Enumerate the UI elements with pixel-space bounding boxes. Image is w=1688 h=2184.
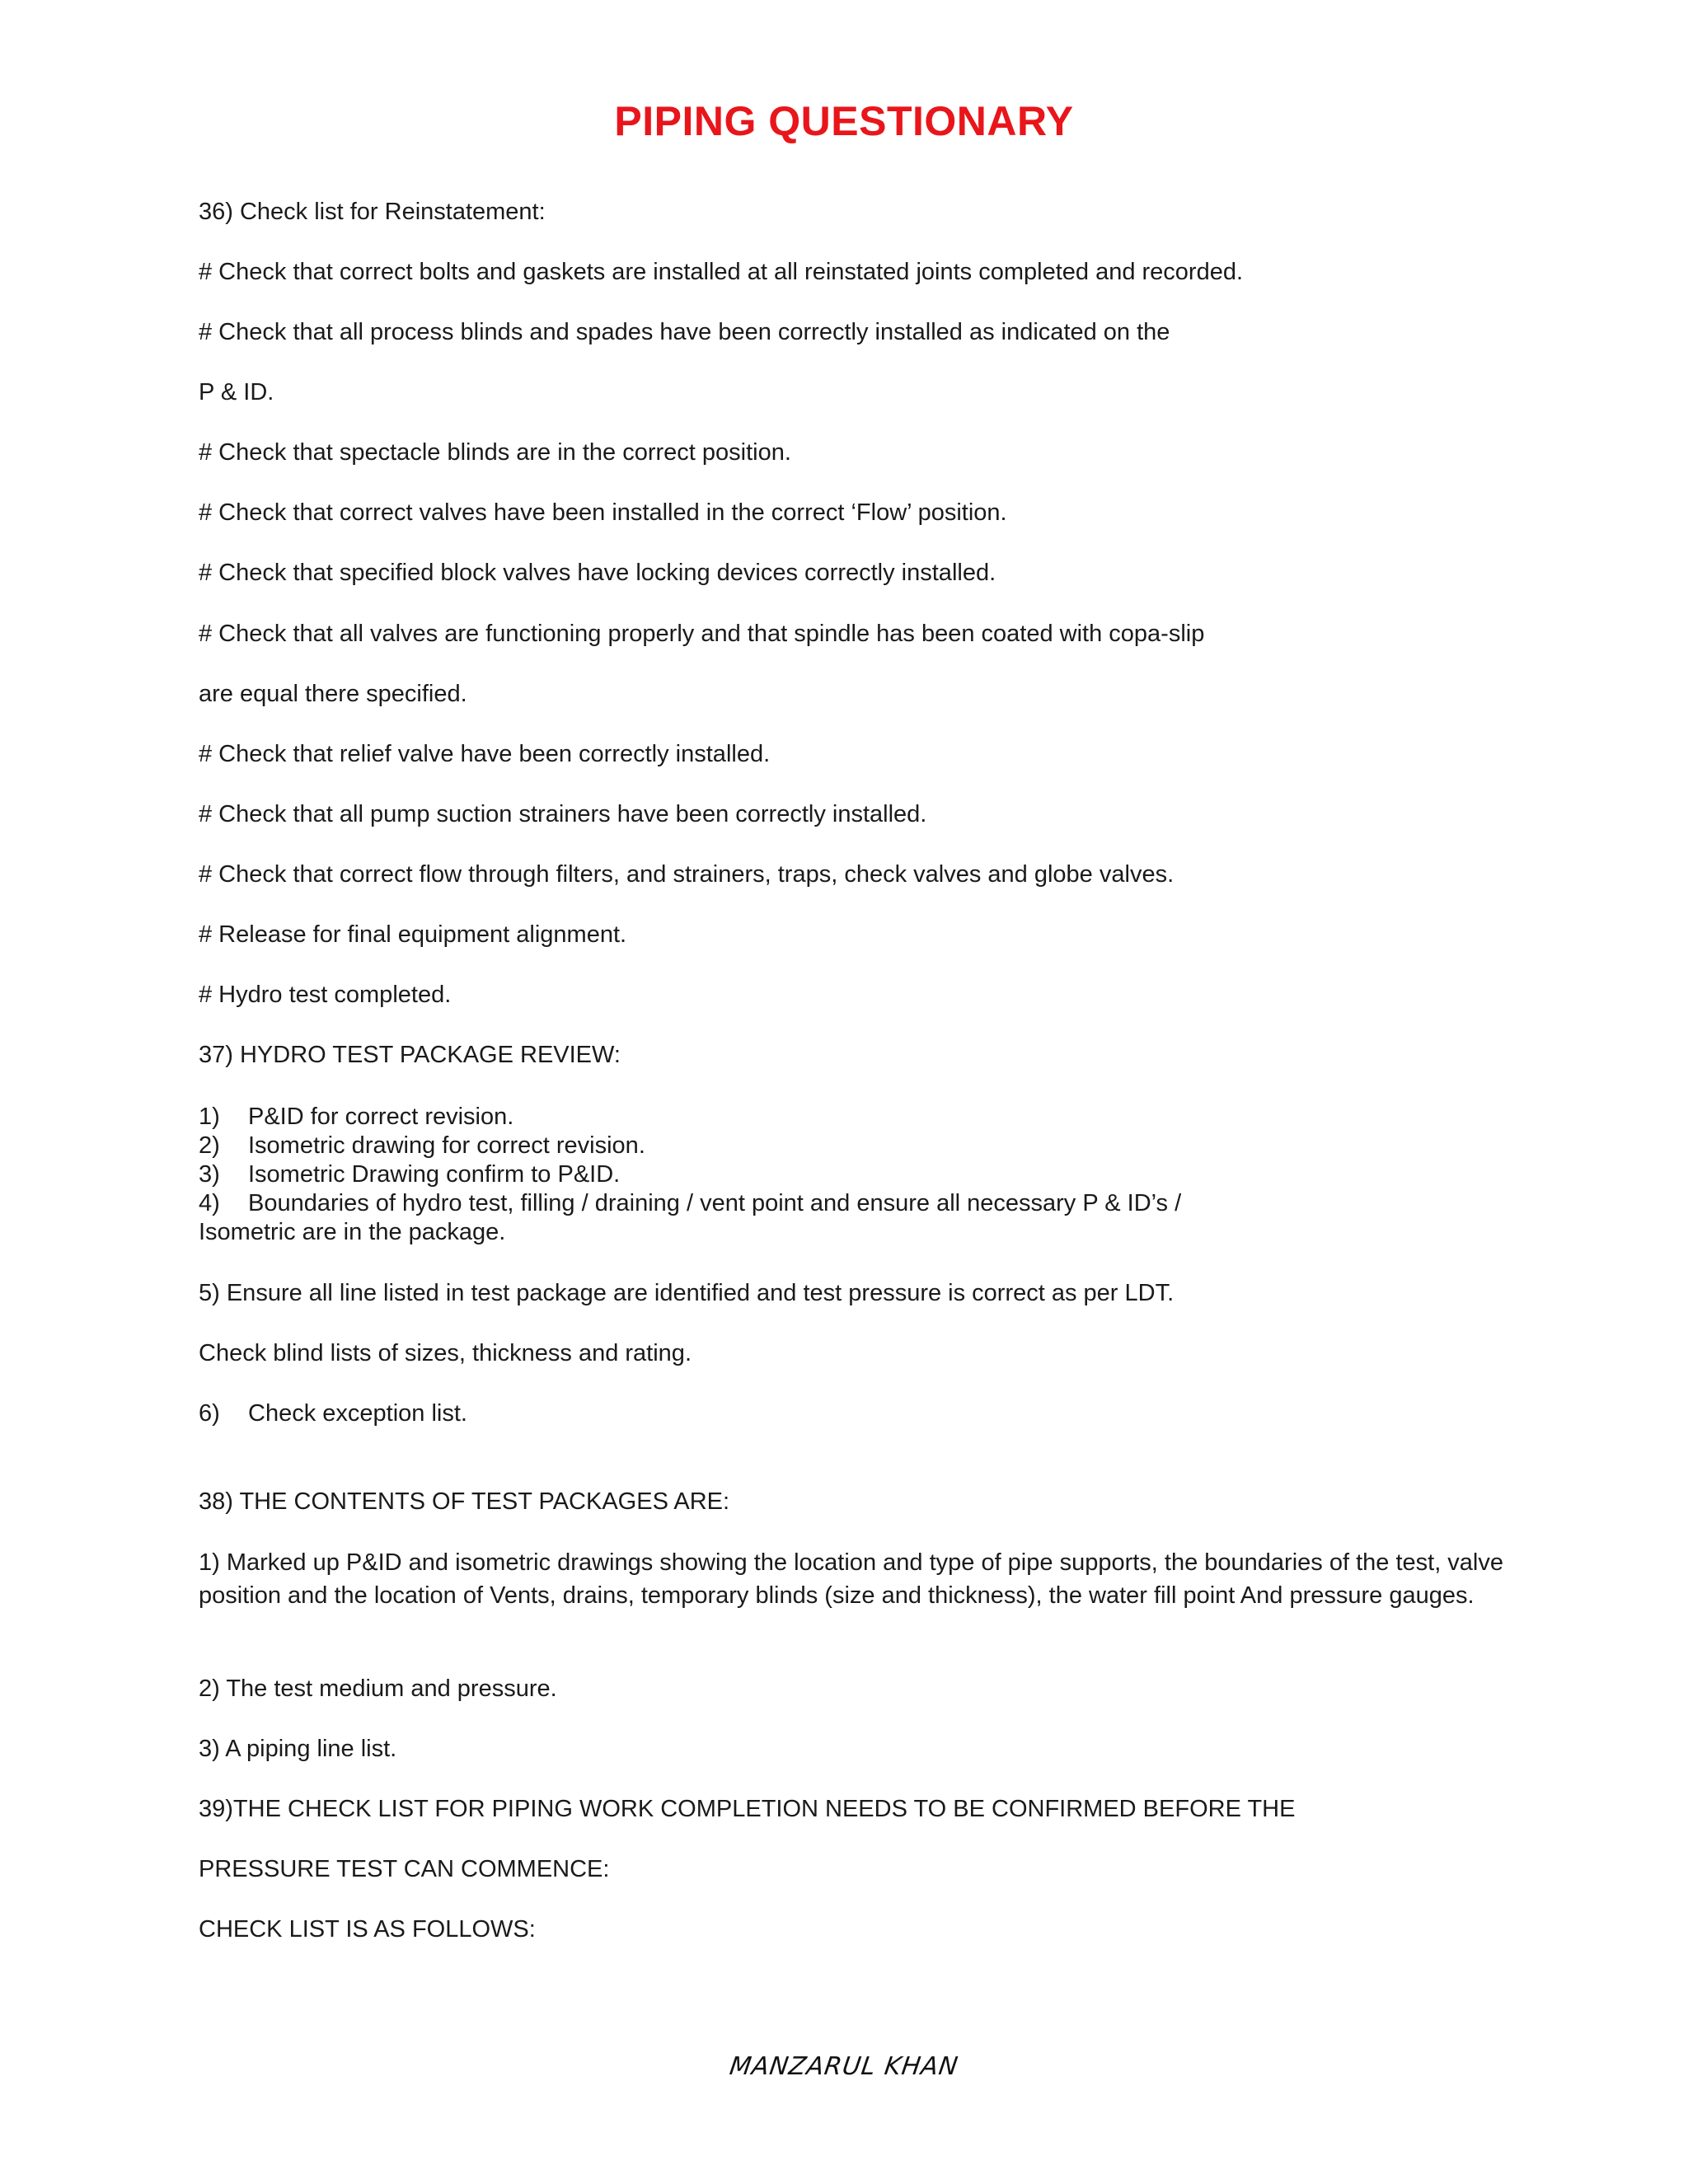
q38-item: 2) The test medium and pressure.	[199, 1675, 557, 1702]
q39-heading: 39)THE CHECK LIST FOR PIPING WORK COMPLETION NEEDS TO BE CONFIRMED BEFORE THE	[199, 1796, 1296, 1822]
list-text: Isometric drawing for correct revision.	[248, 1132, 645, 1159]
q37-list-item	[199, 1399, 467, 1428]
q36-item: # Check that all valves are functioning properly and that spindle has been coated with copa-slip	[199, 621, 1205, 647]
author-signature: MANZARUL KHAN	[727, 2052, 961, 2081]
q36-item: # Check that correct flow through filters, and strainers, traps, check valves and globe valves.	[199, 861, 1175, 888]
list-text: P&ID for correct revision.	[248, 1104, 514, 1130]
q37-item5: 5) Ensure all line listed in test package are identified and test pressure is correct as per LDT.	[199, 1280, 1175, 1306]
q36-item: # Check that all process blinds and spades have been correctly installed as indicated on the	[199, 319, 1170, 345]
list-number: 6)	[199, 1400, 220, 1427]
q36-item: # Release for final equipment alignment.	[199, 921, 627, 948]
q36-item: # Check that correct bolts and gaskets are installed at all reinstated joints completed and recorded.	[199, 259, 1244, 285]
list-text: Boundaries of hydro test, filling / draining / vent point and ensure all necessary P & ID’s /	[248, 1190, 1182, 1216]
list-number: 4)	[199, 1190, 220, 1216]
page-title: PIPING QUESTIONARY	[614, 98, 1074, 144]
q36-item: # Hydro test completed.	[199, 982, 452, 1008]
q36-item: P & ID.	[199, 379, 274, 405]
q37-heading: 37) HYDRO TEST PACKAGE REVIEW:	[199, 1042, 621, 1068]
q37-list-item	[199, 1132, 645, 1160]
q36-item: # Check that all pump suction strainers have been correctly installed.	[199, 801, 927, 827]
list-number: 3)	[199, 1161, 220, 1188]
q36-item: are equal there specified.	[199, 681, 467, 707]
q37-blind-check: Check blind lists of sizes, thickness and rating.	[199, 1340, 692, 1366]
q36-heading: 36) Check list for Reinstatement:	[199, 199, 546, 225]
q38-item: 3) A piping line list.	[199, 1736, 397, 1762]
q38-heading: 38) THE CONTENTS OF TEST PACKAGES ARE:	[199, 1488, 730, 1515]
q38-item: 1) Marked up P&ID and isometric drawings showing the location and type of pipe supports, the boundaries of the test, valve position and the location of Vents, drains, temporary blinds (size and thickness), the water fill point And pressure gauges.	[199, 1549, 1504, 1609]
list-text: Isometric Drawing confirm to P&ID.	[248, 1161, 621, 1188]
q36-item: # Check that correct valves have been installed in the correct ‘Flow’ position.	[199, 499, 1007, 526]
q37-list-item	[199, 1160, 620, 1189]
q37-list-item	[199, 1189, 1181, 1218]
list-number: 1)	[199, 1104, 220, 1130]
list-number: 2)	[199, 1132, 220, 1159]
q36-item: # Check that specified block valves have locking devices correctly installed.	[199, 560, 996, 586]
q39-checklist-label: CHECK LIST IS AS FOLLOWS:	[199, 1916, 536, 1943]
list-text: Check exception list.	[248, 1400, 467, 1427]
q36-item: # Check that spectacle blinds are in the correct position.	[199, 439, 791, 466]
q36-item: # Check that relief valve have been correctly installed.	[199, 741, 771, 767]
q37-item4-continuation: Isometric are in the package.	[199, 1219, 506, 1245]
q37-list-item	[199, 1103, 513, 1132]
q39-heading-cont: PRESSURE TEST CAN COMMENCE:	[199, 1856, 610, 1882]
